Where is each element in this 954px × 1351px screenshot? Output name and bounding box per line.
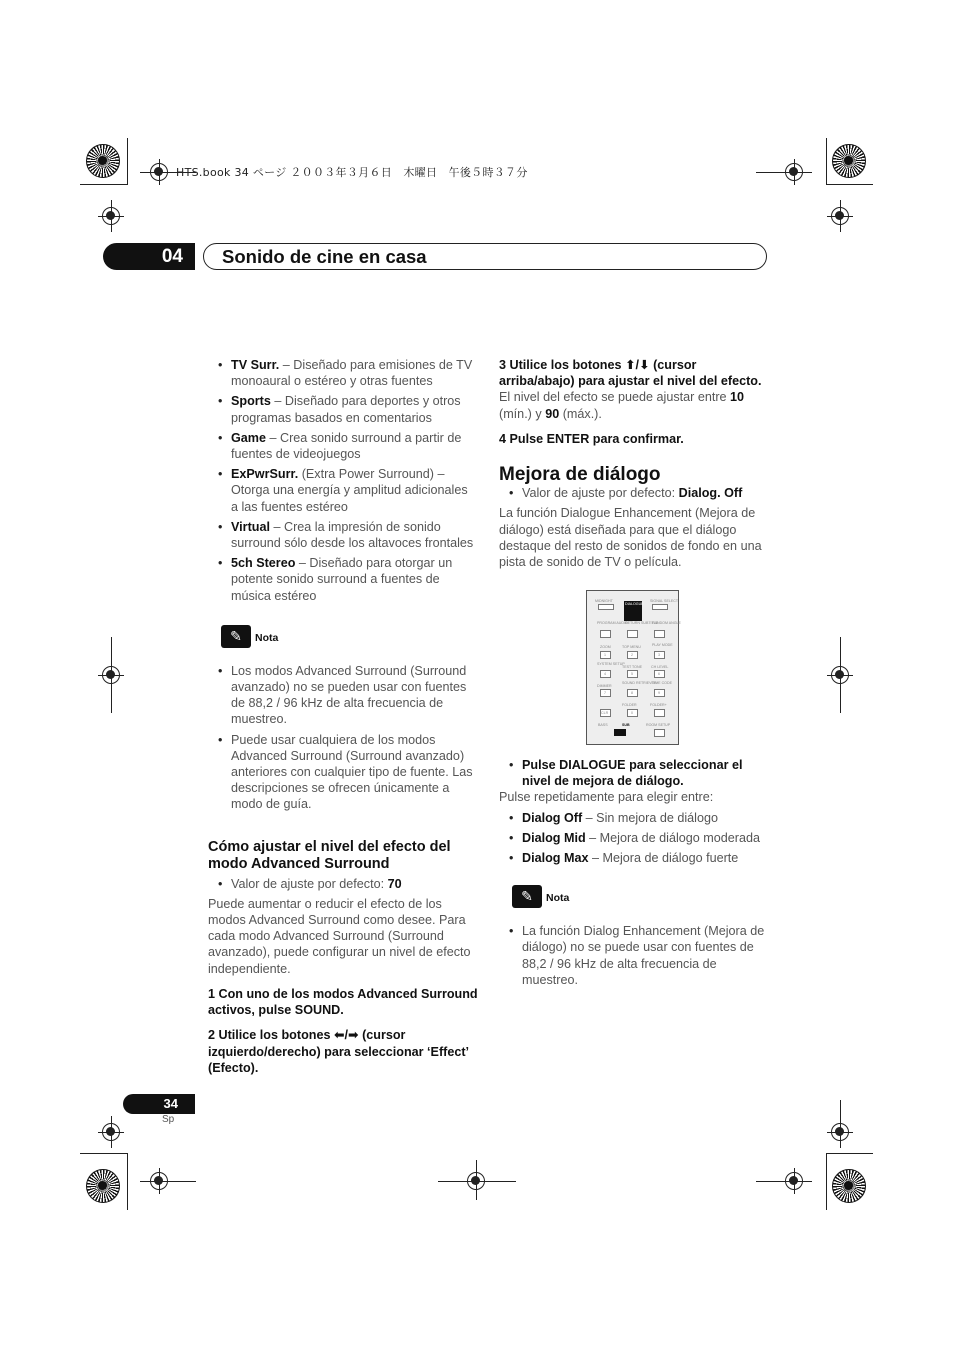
- paragraph: Puede aumentar o reducir el efecto de los modos Advanced Surround como desee. Para cada modo Advanced Surround (Surround avanzado), puede configurar un nivel de efecto independiente.: [208, 896, 471, 976]
- registration-target-icon: [102, 207, 120, 225]
- step-3: 3 Utilice los botones ⬆/⬇ (cursor arriba/abajo) para ajustar el nivel del efecto.: [499, 358, 762, 389]
- list-item: • Sports – Diseñado para deportes y otros programas basados en comentarios: [208, 393, 478, 425]
- registration-sun-icon: [86, 144, 120, 178]
- switch-icon: [614, 729, 626, 736]
- list-item: • Pulse DIALOGUE para seleccionar el nivel de mejora de diálogo.: [499, 757, 769, 789]
- registration-sun-icon: [86, 1169, 120, 1203]
- page-number: 34: [123, 1094, 195, 1114]
- list-item: • Dialog Max – Mejora de diálogo fuerte: [499, 850, 769, 866]
- step-4: 4 Pulse ENTER para confirmar.: [499, 431, 684, 446]
- language-code: Sp: [162, 1114, 175, 1125]
- registration-target-icon: [150, 163, 168, 181]
- options-list: [499, 810, 769, 867]
- registration-sun-icon: [832, 144, 866, 178]
- list-item: • Game – Crea sonido surround a partir de fuentes de videojuegos: [208, 430, 478, 462]
- note-label: Nota: [255, 631, 279, 644]
- right-column: [499, 357, 769, 570]
- registration-target-icon: [150, 1172, 168, 1190]
- step-1: 1 Con uno de los modos Advanced Surround activos, pulse SOUND.: [208, 986, 478, 1018]
- paragraph: La función Dialogue Enhancement (Mejora de diálogo) está diseñada para que el diálogo destaque del resto de sonidos de fondo en una pista de sonido de TV o película.: [499, 506, 762, 570]
- notes-list: [208, 663, 478, 813]
- list-item: • Puede usar cualquiera de los modos Advanced Surround (Surround avanzado) anteriores con cualquier tipo de fuente. Las descripciones se ofrecen únicamente a modo de guía.: [208, 732, 478, 813]
- default-value-list: [208, 876, 478, 892]
- section-heading: Mejora de diálogo: [499, 464, 661, 486]
- list-item: • TV Surr. – Diseñado para emisiones de TV monoaural o estéreo y otras fuentes: [208, 357, 478, 389]
- chapter-number: 04: [103, 243, 195, 270]
- list-item: • Dialog Off – Sin mejora de diálogo: [499, 810, 769, 826]
- print-header: HTS.book 34 ページ ２００３年３月６日 木曜日 午後５時３７分: [176, 166, 528, 179]
- remote-button: [598, 604, 614, 610]
- registration-target-icon: [467, 1172, 485, 1190]
- list-item: • Valor de ajuste por defecto: Dialog. Off: [499, 485, 769, 501]
- registration-target-icon: [785, 163, 803, 181]
- list-item: • Virtual – Crea la impresión de sonido surround sólo desde los altavoces frontales: [208, 519, 478, 551]
- list-item: • ExPwrSurr. (Extra Power Surround) – Otorga una energía y amplitud adicionales a las fuentes estéreo: [208, 466, 478, 515]
- list-item: • Dialog Mid – Mejora de diálogo moderada: [499, 830, 769, 846]
- registration-target-icon: [831, 207, 849, 225]
- list-item: • La función Dialog Enhancement (Mejora de diálogo) no se puede usar con fuentes de 88,2 / 96 kHz de alta frecuencia de muestreo.: [499, 923, 769, 988]
- registration-target-icon: [831, 1123, 849, 1141]
- registration-target-icon: [831, 666, 849, 684]
- modes-list: [208, 357, 478, 604]
- action-list: [499, 757, 769, 789]
- step-2: 2 Utilice los botones ⬅/➡ (cursor izquierdo/derecho) para seleccionar ‘Effect’ (Efecto).: [208, 1028, 469, 1075]
- right-column-lower: [499, 757, 769, 992]
- section-heading: Cómo ajustar el nivel del efecto del modo Advanced Surround: [208, 838, 451, 873]
- registration-sun-icon: [832, 1169, 866, 1203]
- remote-control-illustration: MIDNIGHT DIALOGUE SIGNAL SELECT PROGRAM AUDIO RETURN SUBTITLE RANDOM ANGLE ZOOM TOP MENU PLAY MODE 1 2 3 SYSTEM SETUP TEST TONE CH LEVEL 4 5 6 DIMMER SOUND RETRIEVER TIME CODE 7 8 9 FOLDER FOLDER+ CLR 0 BASS SUB ROOM SETUP: [586, 590, 679, 745]
- list-item: • Valor de ajuste por defecto: 70: [208, 876, 478, 892]
- notes-list: [499, 923, 769, 988]
- list-item: • 5ch Stereo – Diseñado para otorgar un potente sonido surround a fuentes de música estéreo: [208, 555, 478, 604]
- note-label: Nota: [546, 892, 570, 905]
- pencil-icon: ✎: [512, 885, 542, 908]
- remote-button: [652, 604, 668, 610]
- chapter-title: Sonido de cine en casa: [222, 246, 427, 267]
- step-3-detail: El nivel del efecto se puede ajustar entre 10 (mín.) y 90 (máx.).: [499, 390, 745, 421]
- registration-target-icon: [785, 1172, 803, 1190]
- note-header: [499, 885, 769, 909]
- registration-target-icon: [102, 666, 120, 684]
- registration-target-icon: [102, 1123, 120, 1141]
- note-header: [208, 625, 478, 649]
- list-item: • Los modos Advanced Surround (Surround avanzado) no se pueden usar con fuentes de 88,2 / 96 kHz de alta frecuencia de muestreo.: [208, 663, 478, 728]
- pencil-icon: ✎: [221, 625, 251, 648]
- default-value-list: [499, 485, 769, 501]
- action-subtext: Pulse repetidamente para elegir entre:: [499, 790, 714, 805]
- left-column: [208, 357, 478, 1076]
